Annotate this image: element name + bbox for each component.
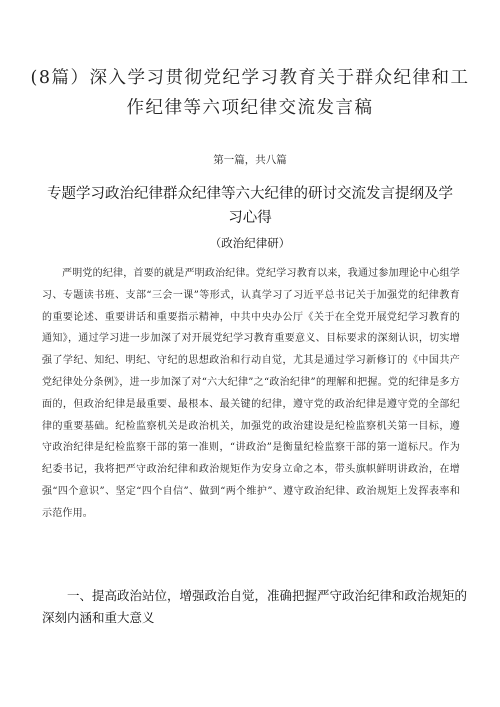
section-subtitle: （政治纪律研） (209, 236, 291, 250)
section-title: 专题学习政治纪律群众纪律等六大纪律的研讨交流发言提纲及学习心得 (47, 186, 453, 226)
part-label: 第一篇，共八篇 (213, 154, 287, 166)
document-title: (8篇）深入学习贯彻党纪学习教育关于群众纪律和工作纪律等六项纪律交流发言稿 (30, 68, 470, 118)
body-paragraph: 严明党的纪律，首要的就是严明政治纪律。党纪学习教育以来，我通过参加理论中心组学习、专题读书班、支部“三会一课”等形式，认真学习了习近平总书记关于加强党的纪律教育的重要论述、重要讲话和重要指示精神，中共中央办公厅《关于在全党开展党纪学习教育的通知》，通过学习进一步加深了对开展党纪学习教育重要意义、目标要求的深刻认识，切实增强了学纪、知纪、明纪、守纪的思想政治和行动自觉，尤其是通过学习新修订的《中国共产党纪律处分条例》，进一步加深了对“六大纪律”之“政治纪律”的理解和把握。党的纪律是多方面的，但政治纪律是最重要、最根本、最关键的纪律，遵守党的政治纪律是遵守党的全部纪律的重要基础。纪检监察机关是政治机关，加强党的政治建设是纪检监察机关第一目标，遵守政治纪律是纪检监察干部的第一准则，“讲政治”是衡量纪检监察干部的第一道标尺。作为纪委书记，我将把严守政治纪律和政治规矩作为安身立命之本，带头旗帜鲜明讲政治，在增强“四个意识”、坚定“四个自信”、做到“两个维护”、遵守政治纪律、政治规矩上发挥表率和示范作用。 (42, 268, 460, 519)
heading-one: 一、提高政治站位，增强政治自觉，准确把握严守政治纪律和政治规矩的深刻内涵和重大意义 (42, 588, 468, 625)
